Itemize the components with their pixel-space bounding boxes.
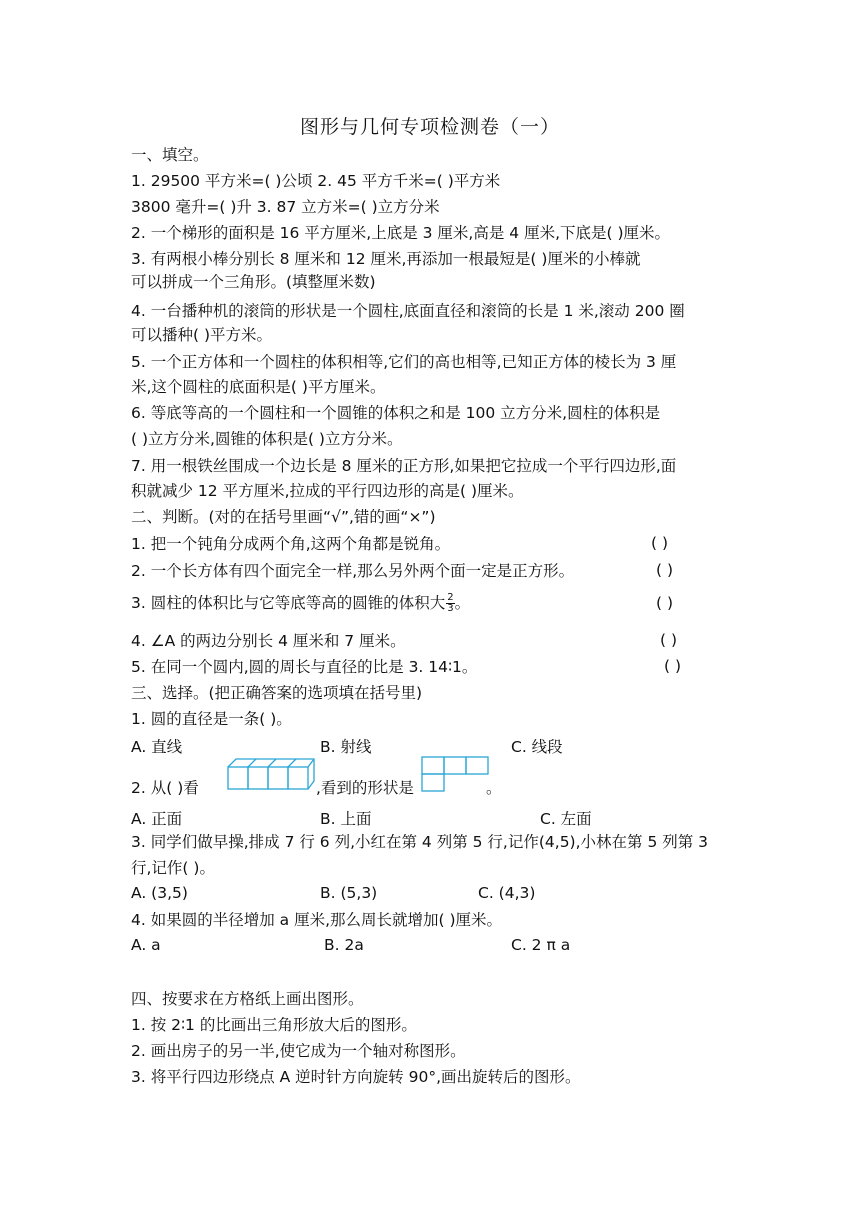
option-c[interactable]: C. 线段 xyxy=(511,738,563,756)
fraction-denominator: 3 xyxy=(447,603,454,614)
answer-paren[interactable]: ( ) xyxy=(651,534,669,552)
fill-line: 积就减少 12 平方厘米,拉成的平行四边形的高是( )厘米。 xyxy=(131,482,524,500)
judge-item-text: 3. 圆柱的体积比与它等底等高的圆锥的体积大 xyxy=(131,594,446,612)
fill-line: 可以拼成一个三角形。(填整厘米数) xyxy=(131,273,376,291)
fill-line: 3800 毫升=( )升 3. 87 立方米=( )立方分米 xyxy=(131,198,440,216)
choice-q4: 4. 如果圆的半径增加 a 厘米,那么周长就增加( )厘米。 xyxy=(131,911,503,929)
choice-q3-line1: 3. 同学们做早操,排成 7 行 6 列,小红在第 4 列第 5 行,记作(4,5),小林在第 5 列第 3 xyxy=(131,833,709,851)
option-a[interactable]: A. a xyxy=(131,936,161,954)
option-b[interactable]: B. (5,3) xyxy=(320,884,378,902)
option-b[interactable]: B. 2a xyxy=(324,936,364,954)
fill-line: 米,这个圆柱的底面积是( )平方厘米。 xyxy=(131,378,386,396)
section-heading-judge: 二、判断。(对的在括号里画“√”,错的画“×”) xyxy=(131,508,436,526)
choice-q3-line2: 行,记作( )。 xyxy=(131,859,215,877)
fill-line: 2. 一个梯形的面积是 16 平方厘米,上底是 3 厘米,高是 4 厘米,下底是( )厘米。 xyxy=(131,224,671,242)
draw-item: 1. 按 2∶1 的比画出三角形放大后的图形。 xyxy=(131,1016,417,1034)
fill-line: 可以播种( )平方米。 xyxy=(131,326,273,344)
section-heading-draw: 四、按要求在方格纸上画出图形。 xyxy=(131,990,364,1008)
option-a[interactable]: A. (3,5) xyxy=(131,884,188,902)
answer-paren[interactable]: ( ) xyxy=(656,594,674,612)
judge-item: 1. 把一个钝角分成两个角,这两个角都是锐角。 xyxy=(131,535,451,553)
fill-line: 4. 一台播种机的滚筒的形状是一个圆柱,底面直径和滚筒的长是 1 米,滚动 200 圈 xyxy=(131,302,685,320)
judge-item: 2. 一个长方体有四个面完全一样,那么另外两个面一定是正方形。 xyxy=(131,562,575,580)
option-b[interactable]: B. 上面 xyxy=(320,810,372,828)
option-c[interactable]: C. 2 π a xyxy=(511,936,571,954)
option-a[interactable]: A. 正面 xyxy=(131,810,183,828)
draw-item: 3. 将平行四边形绕点 A 逆时针方向旋转 90°,画出旋转后的图形。 xyxy=(131,1068,581,1086)
option-c[interactable]: C. (4,3) xyxy=(478,884,536,902)
fill-line: 1. 29500 平方米=( )公顷 2. 45 平方千米=( )平方米 xyxy=(131,172,501,190)
fill-line: ( )立方分米,圆锥的体积是( )立方分米。 xyxy=(131,430,403,448)
draw-item: 2. 画出房子的另一半,使它成为一个轴对称图形。 xyxy=(131,1042,466,1060)
judge-item: 4. ∠A 的两边分别长 4 厘米和 7 厘米。 xyxy=(131,632,406,650)
cube-row-figure xyxy=(226,757,316,793)
section-heading-fill: 一、填空。 xyxy=(131,146,209,164)
answer-paren[interactable]: ( ) xyxy=(656,561,674,579)
page-title: 图形与几何专项检测卷（一） xyxy=(299,116,560,138)
fill-line: 6. 等底等高的一个圆柱和一个圆锥的体积之和是 100 立方分米,圆柱的体积是 xyxy=(131,404,661,422)
fill-line: 3. 有两根小棒分别长 8 厘米和 12 厘米,再添加一根最短是( )厘米的小棒就 xyxy=(131,250,641,268)
judge-item-3: 3. 圆柱的体积比与它等底等高的圆锥的体积大 $\frac{2}{3}$ 。 xyxy=(131,592,471,614)
fraction xyxy=(446,593,454,614)
answer-paren[interactable]: ( ) xyxy=(664,657,682,675)
choice-q2-prefix: 2. 从( )看 xyxy=(131,779,199,797)
choice-q2-end: 。 xyxy=(486,779,502,797)
fill-line: 7. 用一根铁丝围成一个边长是 8 厘米的正方形,如果把它拉成一个平行四边形,面 xyxy=(131,457,677,475)
option-c[interactable]: C. 左面 xyxy=(540,810,592,828)
answer-paren[interactable]: ( ) xyxy=(660,631,678,649)
fill-line: 5. 一个正方体和一个圆柱的体积相等,它们的高也相等,已知正方体的棱长为 3 厘 xyxy=(131,353,677,371)
option-a[interactable]: A. 直线 xyxy=(131,738,183,756)
section-heading-choice: 三、选择。(把正确答案的选项填在括号里) xyxy=(131,684,423,702)
view-shape-figure xyxy=(421,756,491,794)
judge-item: 5. 在同一个圆内,圆的周长与直径的比是 3. 14∶1。 xyxy=(131,658,478,676)
option-b[interactable]: B. 射线 xyxy=(320,738,372,756)
choice-q2-middle: ,看到的形状是 xyxy=(316,779,414,797)
choice-q1: 1. 圆的直径是一条( )。 xyxy=(131,710,292,728)
fraction-numerator: 2 xyxy=(447,592,454,603)
